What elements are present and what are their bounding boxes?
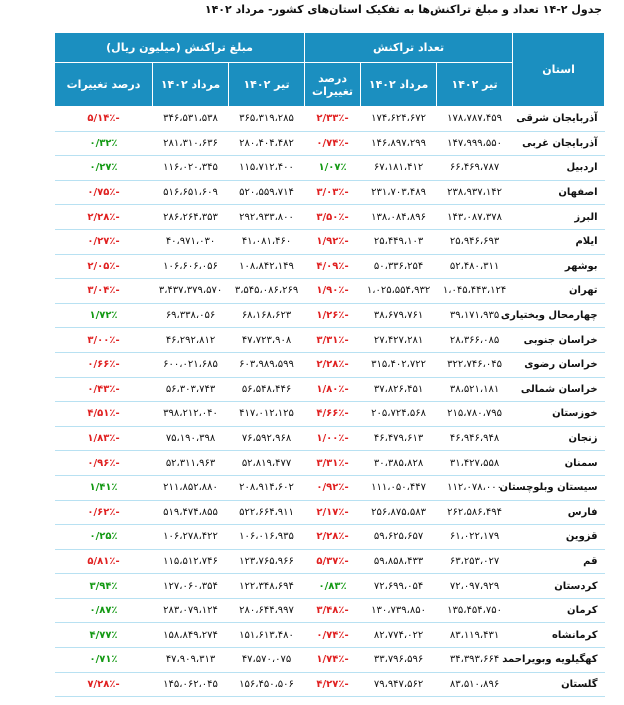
count-mordad-cell: ۵۹،۸۵۸،۴۳۳ — [361, 549, 437, 574]
count-change-cell: -۳/۳۱٪ — [305, 328, 361, 353]
amount-tir-header: تیر ۱۴۰۲ — [229, 63, 305, 107]
count-change-cell: -۲/۳۳٪ — [305, 107, 361, 132]
amount-change-cell: -۳/۰۰٪ — [55, 328, 153, 353]
count-mordad-cell: ۱۳۰،۷۳۹،۸۵۰ — [361, 598, 437, 623]
province-cell: قم — [513, 549, 605, 574]
province-cell: اصفهان — [513, 180, 605, 205]
count-tir-cell: ۲۳۸،۹۳۷،۱۴۲ — [437, 180, 513, 205]
count-tir-cell: ۳۸،۵۲۱،۱۸۱ — [437, 377, 513, 402]
amount-tir-cell: ۱۲۳،۷۶۵،۹۶۶ — [229, 549, 305, 574]
amount-mordad-cell: ۴۶،۲۹۲،۸۱۲ — [153, 328, 229, 353]
table-row — [55, 303, 605, 328]
amount-tir-cell: ۲۰۸،۹۱۴،۶۰۲ — [229, 475, 305, 500]
amount-mordad-cell: ۴۰،۹۷۱،۰۳۰ — [153, 229, 229, 254]
province-cell: سمنان — [513, 451, 605, 476]
table-row — [55, 525, 605, 550]
amount-tir-cell: ۳،۵۴۵،۰۸۶،۲۶۹ — [229, 279, 305, 304]
amount-change-cell: -۴/۵۱٪ — [55, 402, 153, 427]
table-row — [55, 426, 605, 451]
table-row — [55, 623, 605, 648]
count-mordad-cell: ۵۰،۳۳۶،۲۵۴ — [361, 254, 437, 279]
province-cell: قزوین — [513, 525, 605, 550]
count-change-header: درصد تغییرات — [305, 63, 361, 107]
count-mordad-cell: ۲۳۱،۷۰۳،۴۸۹ — [361, 180, 437, 205]
amount-change-cell: -۰/۶۶٪ — [55, 352, 153, 377]
amount-change-cell: ۴/۷۷٪ — [55, 623, 153, 648]
count-mordad-cell: ۲۵۶،۸۷۵،۵۸۳ — [361, 500, 437, 525]
province-cell: سیستان وبلوچستان — [513, 475, 605, 500]
count-mordad-cell: ۳۳،۷۹۶،۵۹۶ — [361, 648, 437, 673]
count-change-cell: -۰/۹۲٪ — [305, 475, 361, 500]
table-row — [55, 402, 605, 427]
amount-tir-cell: ۱۱۵،۷۱۲،۴۰۰ — [229, 156, 305, 181]
amount-change-cell: -۷/۲۸٪ — [55, 672, 153, 697]
table-row — [55, 229, 605, 254]
count-change-cell: -۴/۰۹٪ — [305, 254, 361, 279]
amount-mordad-cell: ۵۱۹،۴۷۴،۸۵۵ — [153, 500, 229, 525]
amount-tir-cell: ۵۶،۵۴۸،۴۴۶ — [229, 377, 305, 402]
count-mordad-cell: ۱۱۱،۰۵۰،۴۴۷ — [361, 475, 437, 500]
amount-tir-cell: ۴۷،۵۷۰،۰۷۵ — [229, 648, 305, 673]
table-row — [55, 107, 605, 132]
amount-mordad-header: مرداد ۱۴۰۲ — [153, 63, 229, 107]
table-row — [55, 574, 605, 599]
count-mordad-cell: ۷۲،۶۹۹،۰۵۴ — [361, 574, 437, 599]
count-mordad-cell: ۱۷۴،۶۲۴،۶۷۲ — [361, 107, 437, 132]
amount-change-cell: ۰/۲۷٪ — [55, 156, 153, 181]
count-tir-cell: ۳۹،۱۷۱،۹۳۵ — [437, 303, 513, 328]
table-row — [55, 156, 605, 181]
count-tir-header: تیر ۱۴۰۲ — [437, 63, 513, 107]
amount-change-cell: ۳/۹۴٪ — [55, 574, 153, 599]
count-mordad-cell: ۱۴۶،۸۹۷،۲۹۹ — [361, 131, 437, 156]
count-mordad-cell: ۱۳۸،۰۸۴،۸۹۶ — [361, 205, 437, 230]
count-tir-cell: ۸۳،۱۱۹،۴۳۱ — [437, 623, 513, 648]
province-cell: کهگیلویه وبویراحمد — [513, 648, 605, 673]
amount-change-cell: -۰/۷۵٪ — [55, 180, 153, 205]
province-cell: چهارمحال وبختیاری — [513, 303, 605, 328]
count-change-cell: ۱/۰۷٪ — [305, 156, 361, 181]
province-cell: خوزستان — [513, 402, 605, 427]
table-row — [55, 377, 605, 402]
count-group-header: تعداد تراکنش — [305, 33, 513, 63]
count-mordad-cell: ۸۲،۷۷۴،۰۲۲ — [361, 623, 437, 648]
count-tir-cell: ۱،۰۴۵،۴۴۳،۱۲۴ — [437, 279, 513, 304]
amount-tir-cell: ۵۲،۸۱۹،۴۷۷ — [229, 451, 305, 476]
table-row — [55, 672, 605, 697]
amount-tir-cell: ۵۲۰،۵۵۹،۷۱۴ — [229, 180, 305, 205]
province-cell: فارس — [513, 500, 605, 525]
amount-change-cell: -۰/۲۷٪ — [55, 229, 153, 254]
count-change-cell: -۲/۲۸٪ — [305, 525, 361, 550]
amount-mordad-cell: ۴۷،۹۰۹،۳۱۳ — [153, 648, 229, 673]
table-row — [55, 451, 605, 476]
count-mordad-cell: ۳۷،۸۲۶،۴۵۱ — [361, 377, 437, 402]
table-row — [55, 328, 605, 353]
count-change-cell: -۳/۴۸٪ — [305, 598, 361, 623]
amount-change-cell: -۳/۰۴٪ — [55, 279, 153, 304]
amount-tir-cell: ۱۵۱،۶۱۳،۴۸۰ — [229, 623, 305, 648]
province-cell: خراسان شمالی — [513, 377, 605, 402]
amount-tir-cell: ۶۰۳،۹۸۹،۵۹۹ — [229, 352, 305, 377]
amount-tir-cell: ۱۲۲،۳۴۸،۶۹۴ — [229, 574, 305, 599]
count-change-cell: -۱/۲۶٪ — [305, 303, 361, 328]
province-cell: کردستان — [513, 574, 605, 599]
count-mordad-cell: ۲۰۵،۷۲۴،۵۶۸ — [361, 402, 437, 427]
count-change-cell: -۱/۹۲٪ — [305, 229, 361, 254]
table-row — [55, 279, 605, 304]
transactions-table — [54, 32, 605, 697]
amount-change-cell: ۰/۳۲٪ — [55, 131, 153, 156]
count-change-cell: -۴/۶۶٪ — [305, 402, 361, 427]
count-tir-cell: ۳۴،۳۹۳،۶۶۴ — [437, 648, 513, 673]
count-change-cell: -۴/۲۷٪ — [305, 672, 361, 697]
count-tir-cell: ۱۴۳،۰۸۷،۳۷۸ — [437, 205, 513, 230]
province-cell: اردبیل — [513, 156, 605, 181]
count-tir-cell: ۱۱۲،۰۷۸،۰۰۰ — [437, 475, 513, 500]
amount-change-cell: -۰/۴۳٪ — [55, 377, 153, 402]
province-cell: بوشهر — [513, 254, 605, 279]
amount-change-cell: ۰/۲۵٪ — [55, 525, 153, 550]
count-change-cell: -۳/۳۱٪ — [305, 451, 361, 476]
province-cell: زنجان — [513, 426, 605, 451]
count-mordad-cell: ۳۱۵،۴۰۲،۷۲۲ — [361, 352, 437, 377]
province-cell: کرمان — [513, 598, 605, 623]
amount-mordad-cell: ۱۵۸،۸۴۹،۲۷۴ — [153, 623, 229, 648]
amount-mordad-cell: ۳،۴۳۷،۳۷۹،۵۷۰ — [153, 279, 229, 304]
count-change-cell: -۲/۱۷٪ — [305, 500, 361, 525]
count-change-cell: -۱/۸۰٪ — [305, 377, 361, 402]
amount-tir-cell: ۱۵۶،۴۵۰،۵۰۶ — [229, 672, 305, 697]
count-tir-cell: ۸۳،۵۱۰،۸۹۶ — [437, 672, 513, 697]
amount-mordad-cell: ۱۴۵،۰۶۲،۰۴۵ — [153, 672, 229, 697]
amount-change-cell: -۵/۱۴٪ — [55, 107, 153, 132]
amount-tir-cell: ۲۹۲،۹۳۳،۸۰۰ — [229, 205, 305, 230]
amount-tir-cell: ۴۷،۷۲۳،۹۰۸ — [229, 328, 305, 353]
amount-mordad-cell: ۳۴۶،۵۳۱،۵۳۸ — [153, 107, 229, 132]
amount-tir-cell: ۵۲۲،۶۶۴،۹۱۱ — [229, 500, 305, 525]
amount-tir-cell: ۲۸۰،۶۴۴،۹۹۷ — [229, 598, 305, 623]
count-mordad-cell: ۲۷،۴۲۷،۲۸۱ — [361, 328, 437, 353]
province-cell: گلستان — [513, 672, 605, 697]
count-tir-cell: ۲۱۵،۷۸۰،۷۹۵ — [437, 402, 513, 427]
amount-tir-cell: ۱۰۸،۸۴۲،۱۴۹ — [229, 254, 305, 279]
count-tir-cell: ۶۳،۲۵۳،۰۲۷ — [437, 549, 513, 574]
count-tir-cell: ۴۶،۹۴۶،۹۴۸ — [437, 426, 513, 451]
amount-mordad-cell: ۲۸۶،۲۶۴،۳۵۳ — [153, 205, 229, 230]
count-tir-cell: ۱۴۷،۹۹۹،۵۵۰ — [437, 131, 513, 156]
amount-change-cell: ۰/۷۱٪ — [55, 648, 153, 673]
amount-change-cell: -۰/۹۶٪ — [55, 451, 153, 476]
amount-change-cell: -۵/۸۱٪ — [55, 549, 153, 574]
amount-group-header: مبلغ تراکنش (میلیون ریال) — [55, 33, 305, 63]
amount-mordad-cell: ۳۹۸،۲۱۲،۰۴۰ — [153, 402, 229, 427]
province-cell: آذربایجان غربی — [513, 131, 605, 156]
count-mordad-cell: ۶۷،۱۸۱،۴۱۲ — [361, 156, 437, 181]
amount-mordad-cell: ۲۸۱،۳۱۰،۶۳۶ — [153, 131, 229, 156]
count-tir-cell: ۶۶،۴۶۹،۷۸۷ — [437, 156, 513, 181]
count-mordad-cell: ۳۰،۳۸۵،۸۲۸ — [361, 451, 437, 476]
table-row — [55, 549, 605, 574]
amount-tir-cell: ۱۰۶،۰۱۶،۹۳۵ — [229, 525, 305, 550]
table-row — [55, 131, 605, 156]
amount-tir-cell: ۳۶۵،۳۱۹،۲۸۵ — [229, 107, 305, 132]
amount-mordad-cell: ۱۱۵،۵۱۲،۷۴۶ — [153, 549, 229, 574]
amount-mordad-cell: ۷۵،۱۹۰،۳۹۸ — [153, 426, 229, 451]
amount-change-header: درصد تغییرات — [55, 63, 153, 107]
amount-mordad-cell: ۲۸۳،۰۷۹،۱۲۴ — [153, 598, 229, 623]
province-cell: خراسان رضوی — [513, 352, 605, 377]
amount-tir-cell: ۴۱۷،۰۱۲،۱۲۵ — [229, 402, 305, 427]
count-tir-cell: ۵۲،۴۸۰،۳۱۱ — [437, 254, 513, 279]
table-row — [55, 500, 605, 525]
amount-change-cell: ۰/۸۷٪ — [55, 598, 153, 623]
count-tir-cell: ۲۵،۹۴۶،۶۹۳ — [437, 229, 513, 254]
amount-tir-cell: ۲۸۰،۴۰۴،۴۸۲ — [229, 131, 305, 156]
count-tir-cell: ۶۱،۰۲۲،۱۷۹ — [437, 525, 513, 550]
amount-mordad-cell: ۵۶،۳۰۳،۷۴۳ — [153, 377, 229, 402]
count-change-cell: -۲/۲۸٪ — [305, 352, 361, 377]
amount-mordad-cell: ۵۱۶،۶۵۱،۶۰۹ — [153, 180, 229, 205]
amount-mordad-cell: ۱۰۶،۶۰۶،۰۵۶ — [153, 254, 229, 279]
table-row — [55, 598, 605, 623]
amount-change-cell: -۰/۶۲٪ — [55, 500, 153, 525]
count-change-cell: ۰/۸۳٪ — [305, 574, 361, 599]
count-mordad-cell: ۵۹،۶۲۵،۶۵۷ — [361, 525, 437, 550]
count-tir-cell: ۱۷۸،۷۸۷،۴۵۹ — [437, 107, 513, 132]
amount-change-cell: ۱/۷۲٪ — [55, 303, 153, 328]
table-row — [55, 254, 605, 279]
province-cell: کرمانشاه — [513, 623, 605, 648]
count-tir-cell: ۳۱،۴۲۷،۵۵۸ — [437, 451, 513, 476]
count-change-cell: -۰/۷۴٪ — [305, 131, 361, 156]
amount-tir-cell: ۴۱،۰۸۱،۴۶۰ — [229, 229, 305, 254]
amount-mordad-cell: ۱۲۷،۰۶۰،۳۵۴ — [153, 574, 229, 599]
count-tir-cell: ۲۸،۳۶۶،۰۸۵ — [437, 328, 513, 353]
count-change-cell: -۱/۷۴٪ — [305, 648, 361, 673]
count-tir-cell: ۲۶۲،۵۸۶،۴۹۴ — [437, 500, 513, 525]
count-mordad-cell: ۷۹،۹۴۷،۵۶۲ — [361, 672, 437, 697]
count-change-cell: -۱/۹۰٪ — [305, 279, 361, 304]
amount-change-cell: -۲/۰۵٪ — [55, 254, 153, 279]
province-cell: آذربایجان شرقی — [513, 107, 605, 132]
amount-mordad-cell: ۲۱۱،۸۵۲،۸۸۰ — [153, 475, 229, 500]
transactions-table-container — [54, 32, 604, 697]
table-row — [55, 180, 605, 205]
amount-change-cell: -۲/۲۸٪ — [55, 205, 153, 230]
amount-mordad-cell: ۱۱۶،۰۲۰،۳۴۵ — [153, 156, 229, 181]
province-cell: خراسان جنوبی — [513, 328, 605, 353]
count-mordad-cell: ۲۵،۴۴۹،۱۰۳ — [361, 229, 437, 254]
count-mordad-cell: ۳۸،۶۷۹،۷۶۱ — [361, 303, 437, 328]
province-cell: البرز — [513, 205, 605, 230]
province-header: استان — [513, 33, 605, 107]
province-cell: تهران — [513, 279, 605, 304]
count-tir-cell: ۳۲۲،۷۴۶،۰۴۵ — [437, 352, 513, 377]
count-change-cell: -۵/۳۷٪ — [305, 549, 361, 574]
table-caption: جدول ۲-۱۴ تعداد و مبلغ تراکنش‌ها به تفکیک استان‌های کشور- مرداد ۱۴۰۲ — [204, 3, 602, 16]
amount-mordad-cell: ۶۰۰،۰۲۱،۶۸۵ — [153, 352, 229, 377]
amount-mordad-cell: ۵۲،۳۱۱،۹۶۳ — [153, 451, 229, 476]
count-mordad-cell: ۱،۰۲۵،۵۵۴،۹۳۲ — [361, 279, 437, 304]
amount-mordad-cell: ۱۰۶،۲۷۸،۴۲۲ — [153, 525, 229, 550]
amount-mordad-cell: ۶۹،۳۳۸،۰۵۶ — [153, 303, 229, 328]
count-change-cell: -۰/۷۴٪ — [305, 623, 361, 648]
amount-change-cell: ۱/۴۱٪ — [55, 475, 153, 500]
count-mordad-cell: ۴۶،۴۷۹،۶۱۳ — [361, 426, 437, 451]
table-body — [55, 107, 605, 697]
count-tir-cell: ۷۲،۰۹۷،۹۲۹ — [437, 574, 513, 599]
count-change-cell: -۳/۰۳٪ — [305, 180, 361, 205]
province-cell: ایلام — [513, 229, 605, 254]
count-change-cell: -۱/۰۰٪ — [305, 426, 361, 451]
count-change-cell: -۳/۵۰٪ — [305, 205, 361, 230]
count-tir-cell: ۱۳۵،۴۵۴،۷۵۰ — [437, 598, 513, 623]
table-row — [55, 352, 605, 377]
amount-tir-cell: ۶۸،۱۶۸،۶۲۳ — [229, 303, 305, 328]
count-mordad-header: مرداد ۱۴۰۲ — [361, 63, 437, 107]
table-row — [55, 475, 605, 500]
amount-change-cell: -۱/۸۳٪ — [55, 426, 153, 451]
amount-tir-cell: ۷۶،۵۹۲،۹۶۸ — [229, 426, 305, 451]
table-row — [55, 205, 605, 230]
table-row — [55, 648, 605, 673]
